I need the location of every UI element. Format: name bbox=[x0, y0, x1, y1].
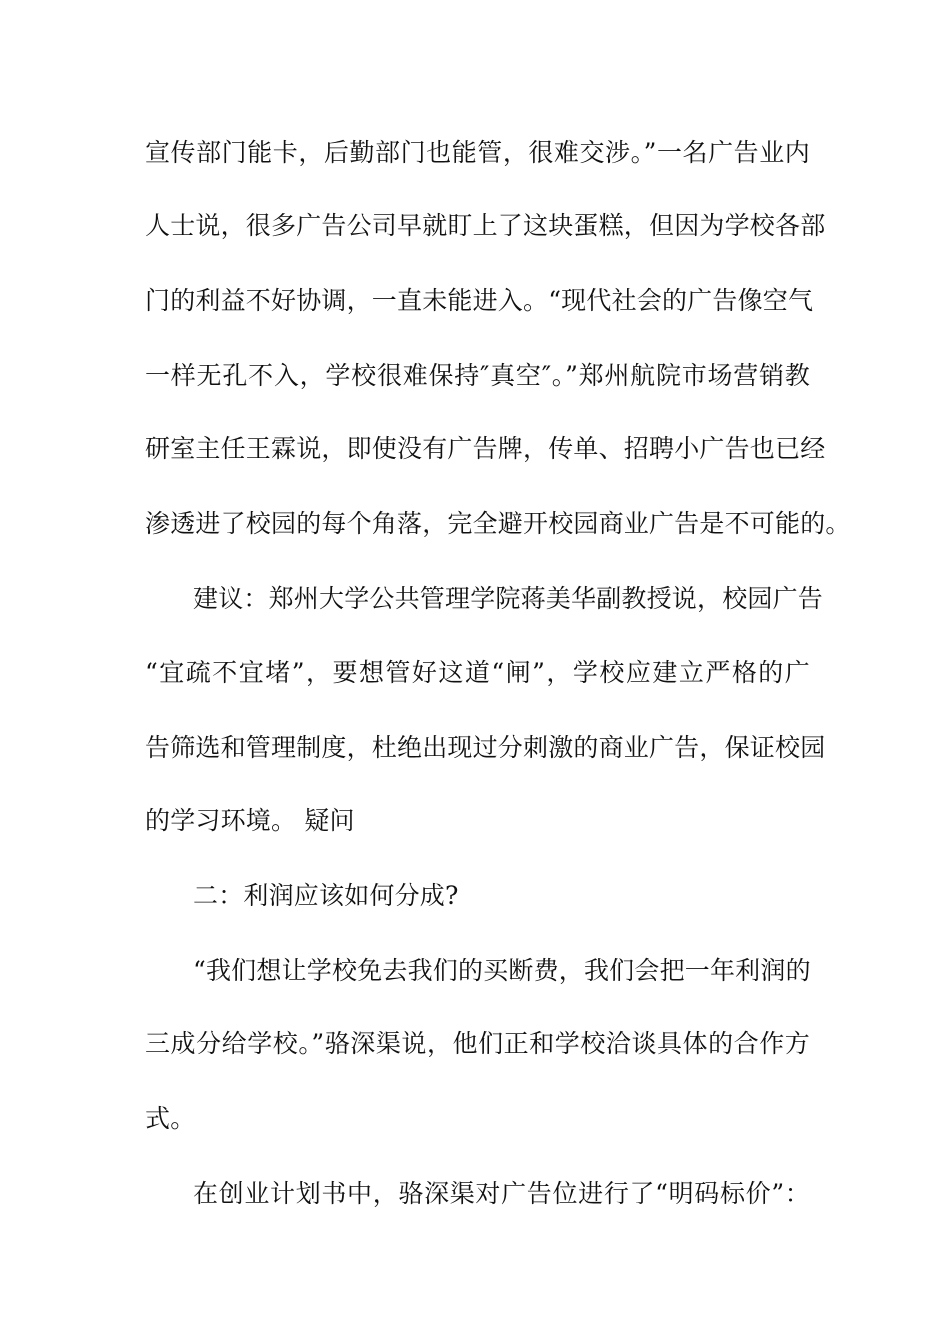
body-text-line: 的学习环境。 疑问 bbox=[145, 806, 355, 835]
section-heading: 二：利润应该如何分成? bbox=[193, 881, 459, 910]
body-text-line: 一样无孔不入，学校很难保持″真空″。”郑州航院市场营销教 bbox=[145, 361, 810, 390]
paragraph-first-line: 在创业计划书中，骆深渠对广告位进行了“明码标价”： bbox=[193, 1179, 810, 1208]
body-text-line: 研室主任王霖说，即使没有广告牌，传单、招聘小广告也已经 bbox=[145, 434, 826, 463]
body-text-line: 三成分给学校。”骆深渠说，他们正和学校洽谈具体的合作方 bbox=[145, 1029, 810, 1058]
body-text-line: 告筛选和管理制度，杜绝出现过分刺激的商业广告，保证校园 bbox=[145, 733, 826, 762]
body-text-line: 宣传部门能卡，后勤部门也能管，很难交涉。”一名广告业内 bbox=[145, 138, 810, 167]
paragraph-first-line: 建议：郑州大学公共管理学院蒋美华副教授说，校园广告 bbox=[193, 584, 824, 613]
paragraph-first-line: “我们想让学校免去我们的买断费，我们会把一年利润的 bbox=[193, 956, 811, 985]
body-text-line: “宜疏不宜堵”，要想管好这道“闸”，学校应建立严格的广 bbox=[145, 658, 810, 687]
body-text-line: 渗透进了校园的每个角落，完全避开校园商业广告是不可能的。 bbox=[145, 509, 851, 538]
body-text-line: 门的利益不好协调，一直未能进入。“现代社会的广告像空气 bbox=[145, 286, 814, 315]
body-text-line: 人士说，很多广告公司早就盯上了这块蛋糕，但因为学校各部 bbox=[145, 211, 826, 240]
body-text-line: 式。 bbox=[145, 1104, 196, 1133]
